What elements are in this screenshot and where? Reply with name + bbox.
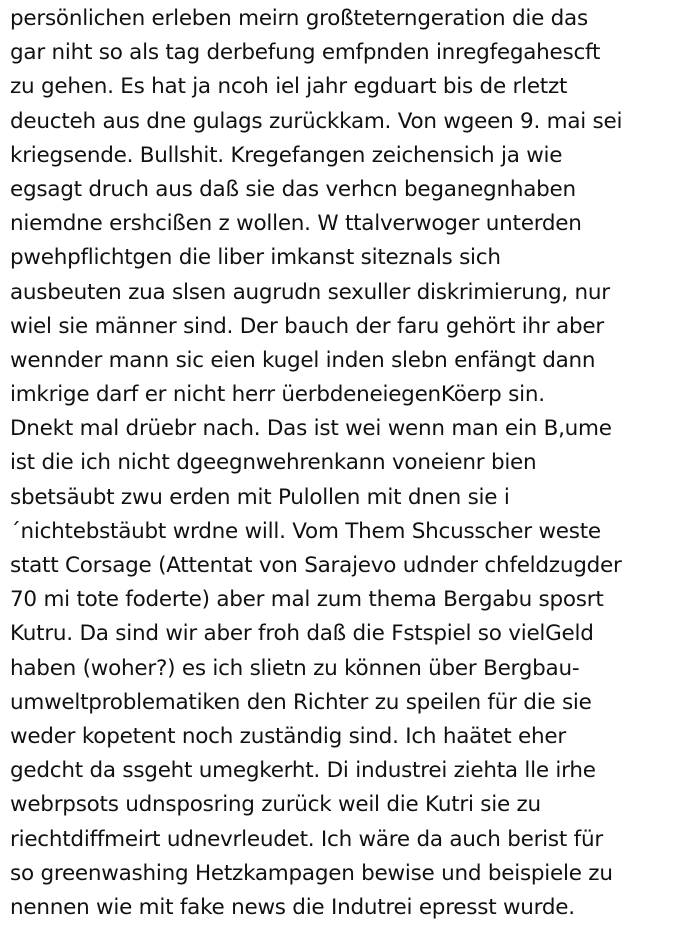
text-line-18: 70 mi tote foderte) aber mal zum thema Bergabu sposrt [10, 587, 604, 613]
text-line-21: umweltproblematiken den Richter zu speilen für die sie [10, 689, 592, 715]
text-line-15: sbetsäubt zwu erden mit Pulollen mit dnen sie i [10, 484, 510, 510]
text-line-12: imkrige darf er nicht herr üerbdeneiegenKöerp sin. [10, 382, 545, 408]
text-line-14: ist die ich nicht dgeegnwehrenkann voneienr bien [10, 450, 537, 476]
text-line-3: zu gehen. Es hat ja ncoh iel jahr egduart bis de rletzt [10, 74, 568, 100]
text-line-8: pwehpflichtgen die liber imkanst siteznals sich [10, 245, 501, 271]
text-line-20: haben (woher?) es ich slietn zu können über Bergbau- [10, 655, 580, 681]
text-line-19: Kutru. Da sind wir aber froh daß die Fstspiel so vielGeld [10, 621, 594, 647]
text-line-26: so greenwashing Hetzkampagen bewise und beispiele zu [10, 860, 613, 886]
text-line-9: ausbeuten zua slsen augrudn sexuller diskrimierung, nur [10, 279, 610, 305]
text-line-6: egsagt druch aus daß sie das verhcn beganegnhaben [10, 176, 576, 202]
text-line-17: statt Corsage (Attentat von Sarajevo udnder chfeldzugder [10, 553, 622, 578]
body-text [10, 2, 680, 925]
text-line-16: ´nichtebstäubt wrdne will. Vom Them Shcusscher weste [10, 518, 601, 544]
text-line-2: gar niht so als tag derbefung emfpnden inregfegahescft [10, 40, 601, 66]
text-line-25: riechtdiffmeirt udnevrleudet. Ich wäre da auch berist für [10, 826, 603, 852]
text-line-13: Dnekt mal drüebr nach. Das ist wei wenn man ein B,ume [10, 416, 612, 442]
text-line-23: gedcht da ssgeht umegkerht. Di industrei ziehta lle irhe [10, 758, 596, 784]
text-line-5: kriegsende. Bullshit. Kregefangen zeichensich ja wie [10, 142, 563, 168]
text-line-7: niemdne ershcißen z wollen. W ttalverwoger unterden [10, 211, 582, 237]
text-line-22: weder kopetent noch zuständig sind. Ich haätet eher [10, 723, 566, 749]
text-line-10: wiel sie männer sind. Der bauch der faru gehört ihr aber [10, 313, 604, 339]
text-line-4: deucteh aus dne gulags zurückkam. Von wgeen 9. mai sei [10, 108, 623, 134]
text-line-24: webrpsots udnsposring zurück weil die Kutri sie zu [10, 792, 541, 818]
text-line-27: nennen wie mit fake news die Indutrei epresst wurde. [10, 894, 575, 920]
text-line-1: persönlichen erleben meirn großteterngeration die das [10, 6, 588, 31]
text-line-11: wennder mann sic eien kugel inden slebn enfängt dann [10, 347, 596, 373]
